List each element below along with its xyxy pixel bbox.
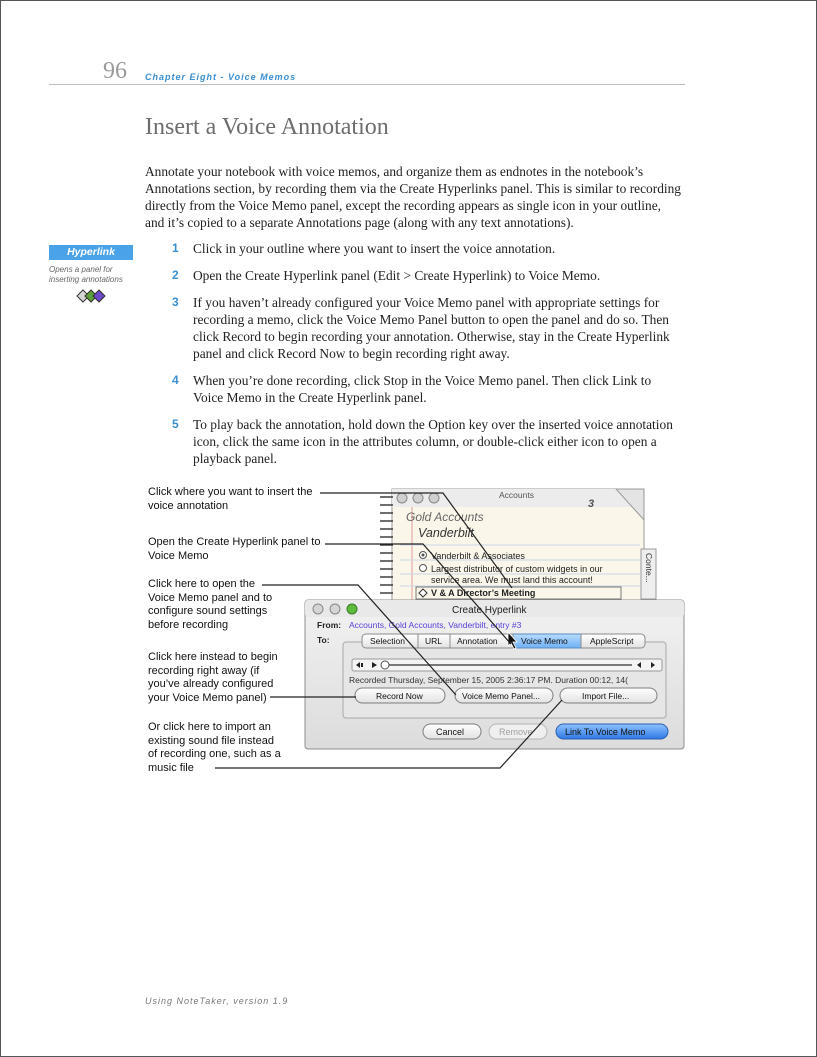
- from-value: Accounts, Gold Accounts, Vanderbilt, entry #3: [349, 620, 522, 630]
- notebook-item-3: V & A Director’s Meeting: [431, 588, 536, 598]
- tab-annotation[interactable]: Annotation: [457, 636, 498, 646]
- audio-player: [352, 659, 662, 671]
- notebook-item-2-line1: Largest distributor of custom widgets in our: [431, 564, 603, 574]
- create-hyperlink-dialog: [305, 600, 684, 749]
- step-text: Open the Create Hyperlink panel (Edit > Create Hyperlink) to Voice Memo.: [193, 268, 601, 283]
- notebook-subtitle: Vanderbilt: [418, 526, 474, 540]
- radio-icon: [420, 565, 427, 572]
- notebook-side-tab: Conte...: [644, 553, 654, 583]
- import-file-button[interactable]: [560, 688, 657, 703]
- zoom-icon[interactable]: [347, 604, 357, 614]
- from-label: From:: [317, 620, 342, 630]
- scrubber-thumb[interactable]: [381, 661, 389, 669]
- section-heading: Insert a Voice Annotation: [145, 114, 389, 140]
- callout-import-file: Or click here to import an existing sound file instead of recording one, such as a music file: [148, 721, 281, 774]
- sidebar-tag: Hyperlink: [49, 245, 133, 260]
- step-number: 3: [172, 295, 179, 309]
- to-label: To:: [317, 635, 330, 645]
- link-to-voice-memo-button[interactable]: [556, 724, 668, 739]
- callout-open-panel: Open the Create Hyperlink panel to Voice Memo: [148, 536, 321, 562]
- link-to-voice-memo-label[interactable]: Link To Voice Memo: [565, 727, 646, 737]
- import-file-label[interactable]: Import File...: [582, 691, 630, 701]
- record-now-button[interactable]: [355, 688, 445, 703]
- step-number: 1: [172, 241, 179, 255]
- record-now-label[interactable]: Record Now: [376, 691, 423, 701]
- page-footer: Using NoteTaker, version 1.9: [145, 996, 289, 1006]
- callout-voice-memo-panel: Click here to open the Voice Memo panel and to configure sound settings before recording: [148, 578, 273, 631]
- callout-insert-location: Click where you want to insert the voice annotation: [148, 486, 313, 512]
- recording-info: Recorded Thursday, September 15, 2005 2:36:17 PM. Duration 00:12, 14(: [349, 675, 628, 685]
- close-icon[interactable]: [313, 604, 323, 614]
- step-text: To play back the annotation, hold down the Option key over the inserted voice annotation icon, click the same icon in the attributes column, or double-click either icon to open a playback panel.: [193, 417, 673, 466]
- notebook-window-title: Accounts: [499, 490, 534, 500]
- callout-record-now: Click here instead to begin recording right away (if you’ve already configured your Voice Memo panel): [148, 651, 278, 704]
- notebook-title: Gold Accounts: [406, 510, 484, 524]
- tab-selection[interactable]: Selection: [370, 636, 405, 646]
- notebook-page-number: 3: [588, 498, 595, 510]
- step-number: 4: [172, 373, 179, 387]
- page-number: 96: [103, 58, 127, 84]
- chapter-title: Chapter Eight - Voice Memos: [145, 72, 297, 82]
- tab-applescript[interactable]: AppleScript: [590, 636, 634, 646]
- step-text: If you haven’t already configured your Voice Memo panel with appropriate settings for recording a memo, click the Voice Memo Panel button to open the panel and do so. Then click Record to begin recording your annotation. Otherwise, stay in the Create Hyperlink panel and click Record Now to begin recording right away.: [193, 295, 670, 361]
- radio-dot-icon: [422, 554, 425, 557]
- minimize-icon[interactable]: [330, 604, 340, 614]
- tab-url[interactable]: URL: [425, 636, 443, 646]
- sidebar-caption: Opens a panel for inserting annotations: [49, 265, 123, 284]
- dialog-title: Create Hyperlink: [452, 605, 527, 616]
- notebook-item-1: Vanderbilt & Associates: [431, 551, 525, 561]
- intro-paragraph: Annotate your notebook with voice memos, and organize them as endnotes in the notebook’s Annotations section, by recording them via the Create Hyperlinks panel. This is similar to recording directly from the Voice Memo panel, except the recording appears as single icon in your outline, and it’s copied to a separate Annotations page (along with any text annotations).: [145, 164, 681, 230]
- binder-rings: [380, 497, 393, 593]
- cancel-button[interactable]: [423, 724, 481, 739]
- cancel-label[interactable]: Cancel: [436, 727, 465, 737]
- notebook-item-2-line2: service area. We must land this account!: [431, 575, 593, 585]
- voice-memo-panel-label[interactable]: Voice Memo Panel...: [462, 691, 540, 701]
- voice-memo-panel-button[interactable]: [455, 688, 553, 703]
- step-number: 2: [172, 268, 179, 282]
- tab-voice-memo-label[interactable]: Voice Memo: [521, 636, 568, 646]
- step-text: Click in your outline where you want to insert the voice annotation.: [193, 241, 556, 256]
- step-number: 5: [172, 417, 179, 431]
- remove-label[interactable]: Remove: [499, 727, 533, 737]
- step-text: When you’re done recording, click Stop in the Voice Memo panel. Then click Link to Voice Memo in the Create Hyperlink panel.: [193, 373, 652, 405]
